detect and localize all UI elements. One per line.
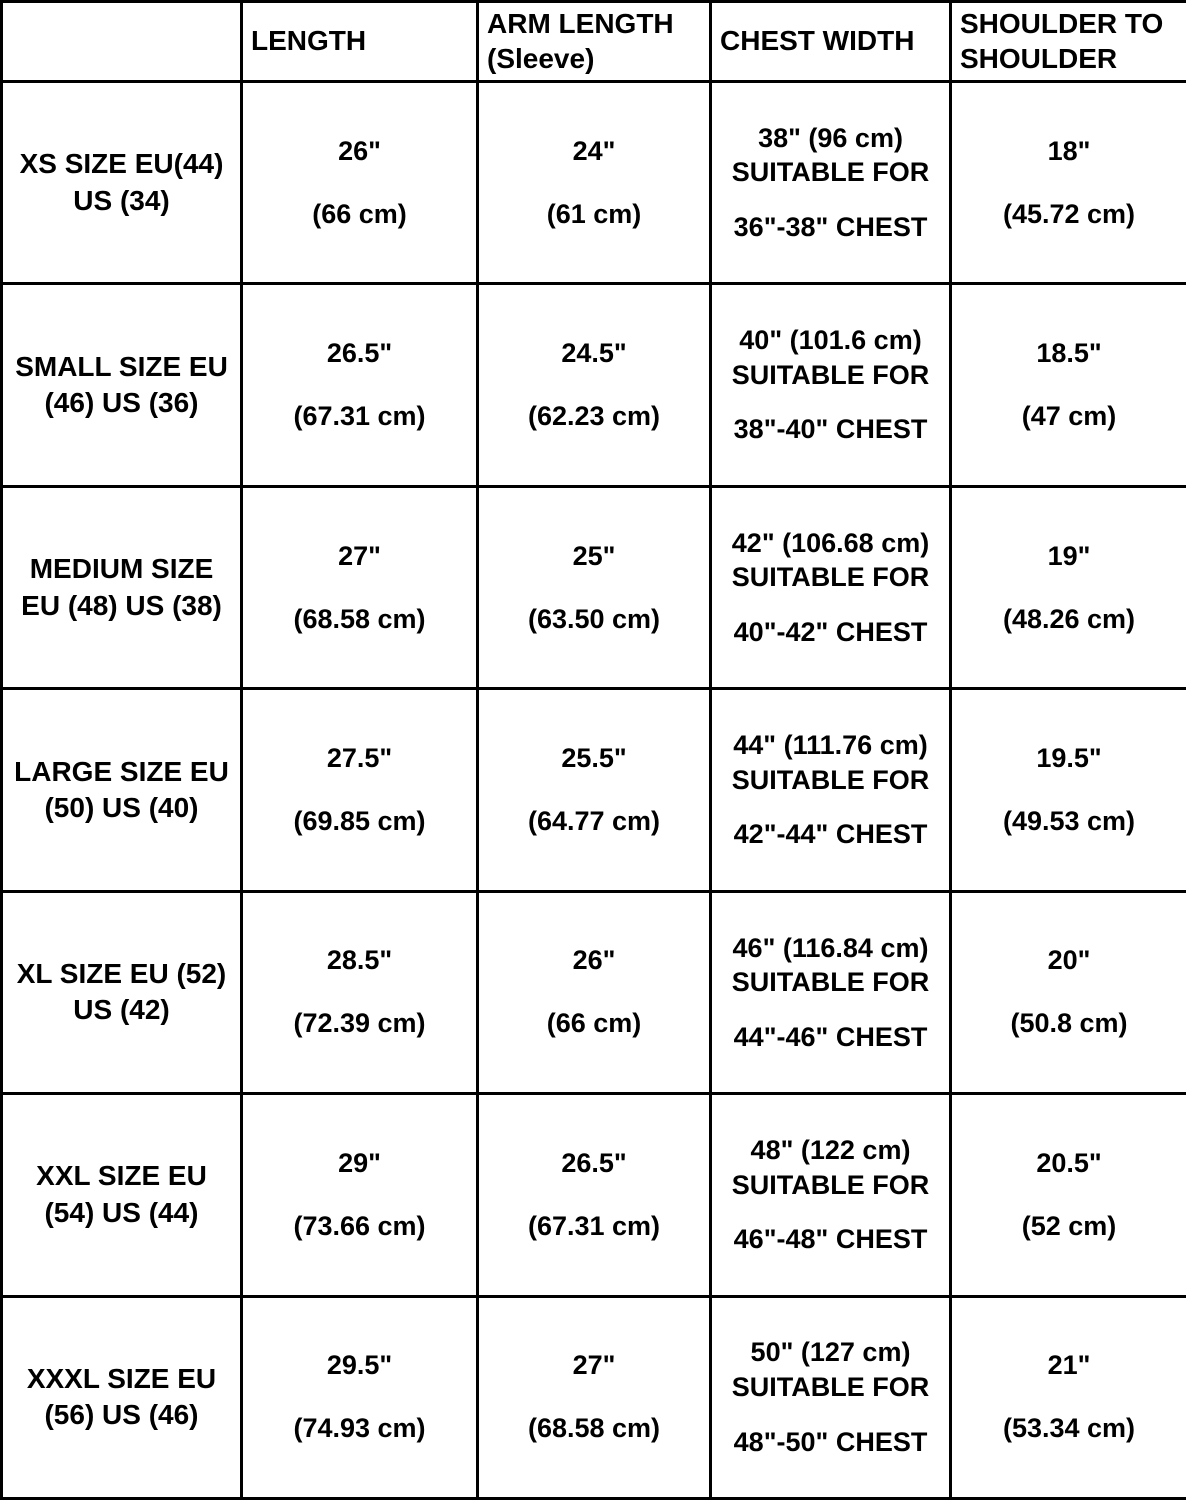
row-shoulder (951, 689, 1186, 891)
chest-range: 48"-50" CHEST (733, 1426, 928, 1457)
row-size-label: XS SIZE EU(44) US (34) (2, 82, 242, 284)
chest-suitable: SUITABLE FOR (731, 1169, 930, 1200)
row-shoulder (951, 891, 1186, 1093)
row-length (242, 486, 478, 688)
row-shoulder (951, 1296, 1186, 1498)
chest-suitable: SUITABLE FOR (731, 562, 930, 593)
row-length (242, 82, 478, 284)
table-row (2, 486, 1186, 688)
shoulder-cm: (47 cm) (1021, 401, 1117, 432)
chest-suitable: SUITABLE FOR (731, 1371, 930, 1402)
shoulder-inch: 20" (1047, 945, 1091, 976)
row-chest-width (711, 284, 951, 486)
arm-inch: 26.5" (561, 1147, 627, 1178)
shoulder-cm: (53.34 cm) (1002, 1413, 1136, 1444)
row-length (242, 1296, 478, 1498)
chest-main: 42" (106.68 cm) (731, 527, 930, 558)
arm-inch: 27" (572, 1350, 616, 1381)
row-chest-width (711, 82, 951, 284)
length-inch: 26" (338, 135, 381, 166)
chest-main: 40" (101.6 cm) (739, 325, 922, 356)
table-row (2, 1296, 1186, 1498)
chest-range: 38"-40" CHEST (733, 414, 928, 445)
row-size-label: XXXL SIZE EU (56) US (46) (2, 1296, 242, 1498)
row-chest-width (711, 1296, 951, 1498)
shoulder-inch: 21" (1047, 1350, 1091, 1381)
shoulder-inch: 19" (1047, 540, 1091, 571)
chest-main: 50" (127 cm) (750, 1337, 911, 1368)
shoulder-cm: (52 cm) (1021, 1210, 1117, 1241)
shoulder-cm: (45.72 cm) (1002, 198, 1136, 229)
row-length (242, 284, 478, 486)
row-arm-length (478, 1094, 711, 1296)
arm-inch: 25.5" (561, 743, 627, 774)
shoulder-inch: 18.5" (1036, 338, 1102, 369)
header-arm-length: ARM LENGTH (Sleeve) (478, 2, 711, 82)
chest-suitable: SUITABLE FOR (731, 157, 930, 188)
table-row (2, 689, 1186, 891)
length-cm: (73.66 cm) (293, 1210, 426, 1241)
row-arm-length (478, 486, 711, 688)
row-arm-length (478, 689, 711, 891)
row-chest-width (711, 486, 951, 688)
length-inch: 27" (338, 540, 381, 571)
shoulder-cm: (48.26 cm) (1002, 603, 1136, 634)
chest-suitable: SUITABLE FOR (731, 967, 930, 998)
chest-suitable: SUITABLE FOR (731, 764, 930, 795)
arm-inch: 26" (572, 945, 616, 976)
row-chest-width (711, 689, 951, 891)
row-size-label: XL SIZE EU (52) US (42) (2, 891, 242, 1093)
header-length: LENGTH (242, 2, 478, 82)
chest-range: 40"-42" CHEST (733, 616, 928, 647)
row-arm-length (478, 1296, 711, 1498)
row-shoulder (951, 1094, 1186, 1296)
length-inch: 26.5" (326, 338, 393, 369)
shoulder-cm: (49.53 cm) (1002, 805, 1136, 836)
chest-range: 36"-38" CHEST (733, 211, 928, 242)
row-chest-width (711, 1094, 951, 1296)
shoulder-inch: 20.5" (1036, 1147, 1102, 1178)
shoulder-inch: 19.5" (1036, 743, 1102, 774)
arm-cm: (62.23 cm) (527, 401, 661, 432)
table-row (2, 891, 1186, 1093)
chest-range: 44"-46" CHEST (733, 1021, 928, 1052)
length-cm: (69.85 cm) (293, 805, 426, 836)
arm-cm: (64.77 cm) (527, 805, 661, 836)
chest-range: 46"-48" CHEST (733, 1224, 928, 1255)
row-shoulder (951, 284, 1186, 486)
chest-suitable: SUITABLE FOR (731, 359, 930, 390)
shoulder-inch: 18" (1047, 135, 1091, 166)
row-shoulder (951, 486, 1186, 688)
chest-main: 48" (122 cm) (750, 1135, 911, 1165)
arm-inch: 24.5" (561, 338, 627, 369)
row-length (242, 1094, 478, 1296)
arm-inch: 25" (572, 540, 616, 571)
chest-main: 44" (111.76 cm) (733, 730, 928, 761)
row-arm-length (478, 284, 711, 486)
row-shoulder (951, 82, 1186, 284)
length-cm: (67.31 cm) (293, 401, 426, 432)
row-arm-length (478, 82, 711, 284)
arm-inch: 24" (572, 135, 616, 166)
length-cm: (72.39 cm) (293, 1008, 426, 1039)
row-size-label: SMALL SIZE EU (46) US (36) (2, 284, 242, 486)
header-size (2, 2, 242, 82)
table-row (2, 82, 1186, 284)
chest-range: 42"-44" CHEST (733, 819, 928, 850)
length-cm: (74.93 cm) (293, 1413, 426, 1444)
length-inch: 28.5" (326, 945, 393, 976)
header-chest-width: CHEST WIDTH (711, 2, 951, 82)
chest-main: 38" (96 cm) (758, 122, 903, 153)
table-row (2, 284, 1186, 486)
length-inch: 27.5" (326, 743, 393, 774)
chest-main: 46" (116.84 cm) (732, 932, 929, 963)
arm-cm: (66 cm) (546, 1008, 642, 1039)
row-size-label: LARGE SIZE EU (50) US (40) (2, 689, 242, 891)
arm-cm: (63.50 cm) (527, 603, 661, 634)
row-size-label: MEDIUM SIZE EU (48) US (38) (2, 486, 242, 688)
shoulder-cm: (50.8 cm) (1010, 1008, 1128, 1039)
row-length (242, 689, 478, 891)
table-header-row (2, 2, 1186, 82)
arm-cm: (61 cm) (546, 198, 642, 229)
header-shoulder-to-shoulder: SHOULDER TO SHOULDER (951, 2, 1186, 82)
length-inch: 29.5" (326, 1350, 393, 1381)
row-size-label: XXL SIZE EU (54) US (44) (2, 1094, 242, 1296)
arm-cm: (67.31 cm) (527, 1210, 661, 1241)
length-cm: (66 cm) (312, 198, 407, 229)
row-chest-width (711, 891, 951, 1093)
row-arm-length (478, 891, 711, 1093)
arm-cm: (68.58 cm) (527, 1413, 661, 1444)
length-inch: 29" (338, 1147, 381, 1178)
table-row (2, 1094, 1186, 1296)
length-cm: (68.58 cm) (293, 603, 426, 634)
row-length (242, 891, 478, 1093)
